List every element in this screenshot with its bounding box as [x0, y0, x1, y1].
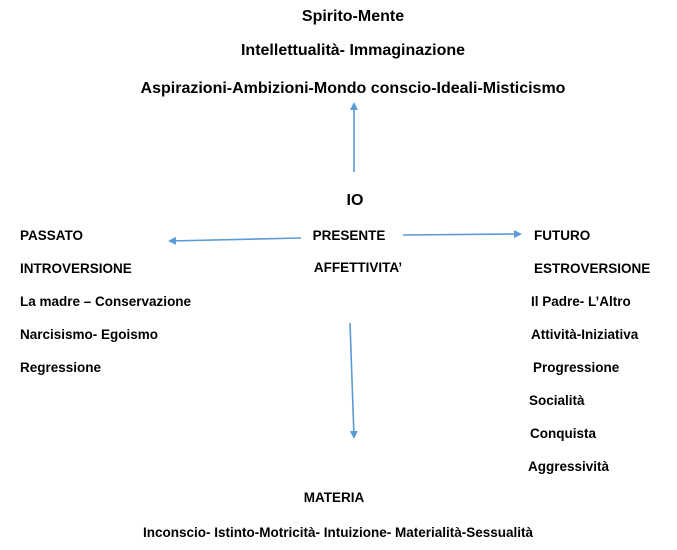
right-item: Il Padre- L’Altro — [531, 294, 631, 309]
arrow-right — [403, 234, 520, 235]
right-item: Attività-Iniziativa — [531, 327, 639, 342]
left-item: Narcisismo- Egoismo — [20, 327, 159, 342]
center-io: IO — [346, 192, 364, 209]
left-item: Regressione — [20, 360, 102, 375]
top-line-spirito-mente: Spirito-Mente — [301, 8, 405, 25]
left-item: La madre – Conservazione — [20, 294, 192, 309]
right-item: ESTROVERSIONE — [534, 261, 651, 276]
top-line-aspirazioni: Aspirazioni-Ambizioni-Mondo conscio-Ideali-Misticismo — [140, 80, 566, 97]
bottom-heading-materia: MATERIA — [303, 490, 365, 505]
right-item: Socialità — [529, 393, 585, 408]
right-item: Conquista — [530, 426, 596, 441]
center-affettivita: AFFETTIVITA’ — [313, 260, 403, 275]
center-presente: PRESENTE — [312, 228, 386, 243]
right-heading-futuro: FUTURO — [534, 228, 591, 243]
right-item: Progressione — [533, 360, 620, 375]
left-heading-passato: PASSATO — [20, 228, 84, 243]
top-line-intellettualita: Intellettualità- Immaginazione — [240, 42, 466, 59]
right-item: Aggressività — [528, 459, 610, 474]
bottom-line-inconscio: Inconscio- Istinto-Motricità- Intuizione- Materialità-Sessualità — [142, 525, 534, 540]
arrow-down — [350, 323, 354, 437]
left-item: INTROVERSIONE — [20, 261, 132, 276]
arrow-left — [170, 238, 301, 241]
